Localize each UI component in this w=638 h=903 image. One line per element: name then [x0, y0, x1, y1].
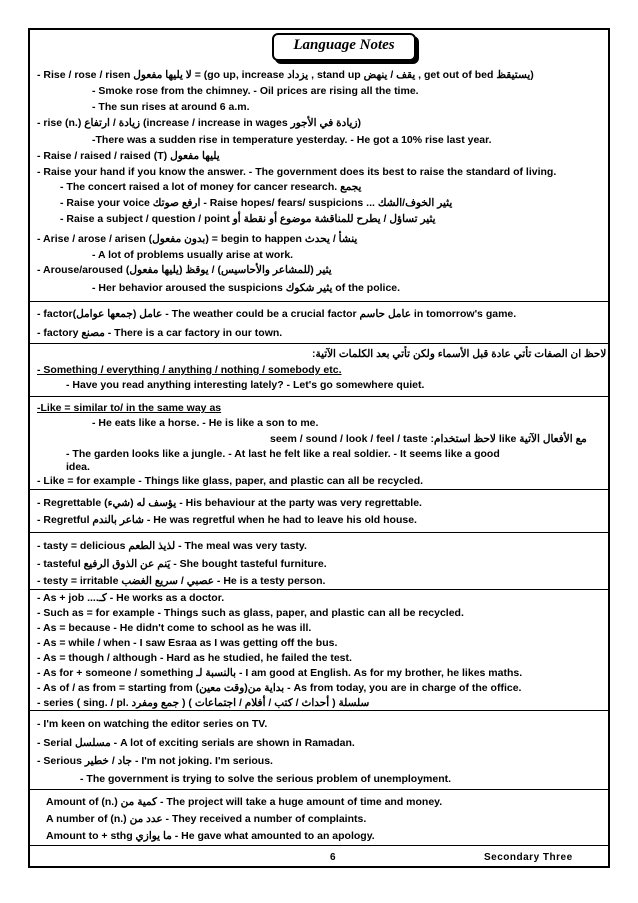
note-line: -Like = similar to/ in the same way as: [37, 402, 222, 414]
note-line: - As of / as from = starting from بداية من(وقت معين) - As from today, you are in charge of the office.: [37, 682, 522, 694]
level-label: Secondary Three: [484, 852, 573, 863]
title-box: [272, 33, 416, 61]
note-line: - rise (n.) زيادة / ارتفاع (increase / increase in wages زيادة في الأجور): [37, 117, 362, 129]
note-line: - Serious جاد / خطير - I'm not joking. I'm serious.: [37, 755, 273, 767]
note-line: - As = because - He didn't come to school as he was ill.: [37, 622, 312, 634]
section-divider: [30, 589, 608, 590]
section-divider: [30, 343, 608, 344]
note-line: Amount to + sthg ما يوازي - He gave what amounted to an apology.: [46, 830, 375, 842]
note-line: - Regretful شاعر بالندم - He was regretful when he had to leave his old house.: [37, 514, 417, 526]
note-line: - The sun rises at around 6 a.m.: [92, 101, 250, 113]
note-line: - Serial مسلسل - A lot of exciting serials are shown in Ramadan.: [37, 737, 355, 749]
note-line: - As = though / although - Hard as he studied, he failed the test.: [37, 652, 352, 664]
section-divider: [30, 489, 608, 490]
note-line: - He eats like a horse. - He is like a son to me.: [92, 417, 319, 429]
note-line: - As for + someone / something بالنسبة لـ - I am good at English. As for my brother, he likes maths.: [37, 667, 523, 679]
note-line: - Rise / rose / risen لا يليها مفعول = (go up, increase يزداد , stand up يقف / ينهض , get out of bed يستيقظ): [37, 69, 534, 81]
note-line: - Something / everything / anything / nothing / somebody etc.: [37, 364, 342, 376]
note-line: - Raise a subject / question / point يثير تساؤل / يطرح للمناقشة موضوع أو نقطة أو: [60, 213, 436, 225]
note-line: - Regrettable (شيء) يؤسف له - His behaviour at the party was very regrettable.: [37, 497, 422, 509]
note-line: - factor(جمعها عوامل) عامل - The weather could be a crucial factor عامل حاسم in tomorrow's game.: [37, 308, 517, 320]
note-line: - The concert raised a lot of money for cancer research. يجمع: [60, 181, 362, 193]
section-divider: [30, 532, 608, 533]
note-line: - testy = irritable عصبي / سريع الغضب - He is a testy person.: [37, 575, 326, 587]
section-divider: [30, 710, 608, 711]
note-line: seem / sound / look / feel / taste :لاحظ استخدام like مع الأفعال الآتية: [270, 433, 587, 445]
section-divider: [30, 789, 608, 790]
note-line: - The government is trying to solve the serious problem of unemployment.: [80, 773, 452, 785]
note-line: - I'm keen on watching the editor series on TV.: [37, 718, 268, 730]
note-line: - Her behavior aroused the suspicions يثير شكوك of the police.: [92, 282, 401, 294]
section-divider: [30, 301, 608, 302]
page-title: Language Notes: [293, 37, 395, 53]
note-line: - Like = for example - Things like glass, paper, and plastic can all be recycled.: [37, 475, 424, 487]
note-line: - Raise your voice ارفع صوتك - Raise hopes/ fears/ suspicions ... يثير الخوف/الشك: [60, 197, 453, 209]
note-line: - Have you read anything interesting lately? - Let's go somewhere quiet.: [66, 379, 425, 391]
note-line: - As = while / when - I saw Esraa as I was getting off the bus.: [37, 637, 338, 649]
note-line: - The garden looks like a jungle. - At last he felt like a real soldier. - It seems like a good: [66, 448, 500, 460]
note-line: - factory مصنع - There is a car factory in our town.: [37, 327, 283, 339]
note-line: -There was a sudden rise in temperature yesterday. - He got a 10% rise last year.: [92, 134, 492, 146]
note-line: A number of (n.) عدد من - They received a number of complaints.: [46, 813, 367, 825]
note-line: - tasty = delicious لذيذ الطعم - The meal was very tasty.: [37, 540, 307, 552]
note-line: - Such as = for example - Things such as glass, paper, and plastic can all be recycled.: [37, 607, 464, 619]
page-number: 6: [330, 852, 336, 863]
note-line: Amount of (n.) كمية من - The project will take a huge amount of time and money.: [46, 796, 443, 808]
note-line: - Raise your hand if you know the answer. - The government does its best to raise the standard of living.: [37, 166, 557, 178]
note-line: - series ( sing. / pl. جمع ومفرد ) سلسلة ( أحداث / كتب / أفلام / اجتماعات ): [37, 697, 370, 709]
note-line: - Arise / arose / arisen (بدون مفعول) = begin to happen ينشأ / يحدث: [37, 233, 358, 245]
note-line: idea.: [66, 461, 90, 473]
note-line: - Raise / raised / raised (T) يليها مفعول: [37, 150, 220, 162]
note-line: - Smoke rose from the chimney. - Oil prices are rising all the time.: [92, 85, 419, 97]
note-line-arabic: لاحظ ان الصفات تأتي عادة قبل الأسماء ولكن تأتي بعد الكلمات الآتية:: [311, 348, 606, 360]
note-line: - As + job ....كـ - He works as a doctor.: [37, 592, 225, 604]
section-divider: [30, 845, 608, 846]
note-line: - Arouse/aroused يثير (للمشاعر والأحاسيس) / يوقظ (يليها مفعول): [37, 264, 332, 276]
note-line: - A lot of problems usually arise at work.: [92, 249, 294, 261]
section-divider: [30, 396, 608, 397]
note-line: - tasteful يَنم عن الذوق الرفيع - She bought tasteful furniture.: [37, 558, 327, 570]
